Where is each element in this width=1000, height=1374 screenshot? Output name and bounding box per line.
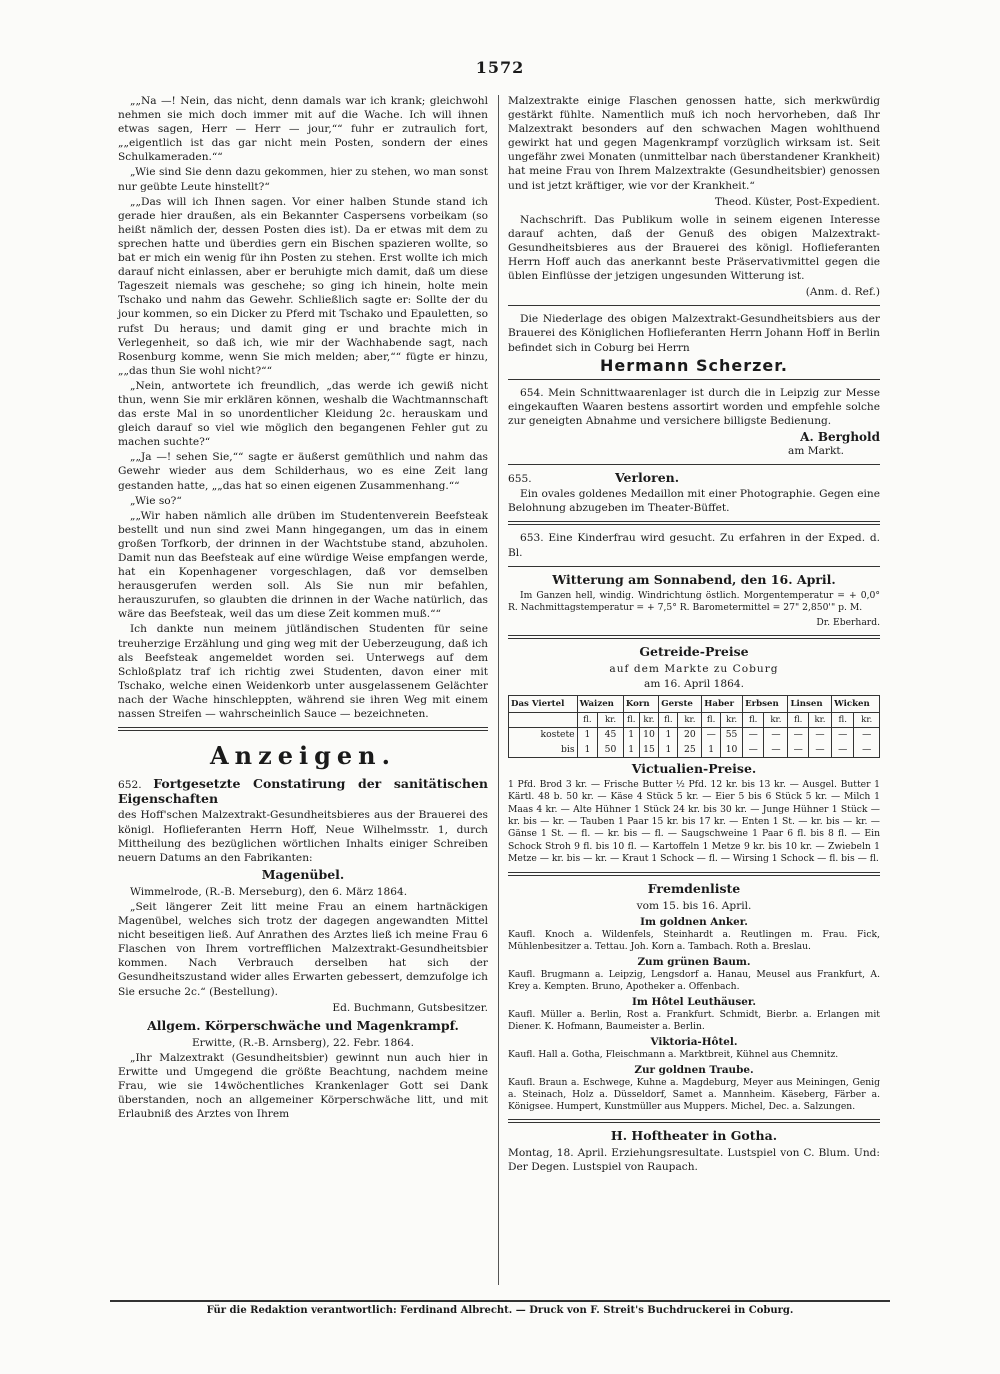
ad-655-text: Ein ovales goldenes Medaillon mit einer Photographie. Gegen eine Belohnung abzugeben im Theater-Büffet.: [508, 488, 880, 515]
unit-kr: kr.: [764, 713, 788, 728]
unit-kr: kr.: [721, 713, 743, 728]
witterung-text: Im Ganzen hell, windig. Windrichtung östlich. Morgentemperatur = + 0,0° R. Nachmittagstemperatur = + 7,5° R. Barometermittel = 27" 2,850'" p. M.: [508, 589, 880, 614]
ad-654-signature-location: am Markt.: [788, 445, 844, 458]
ad-653-text: 653. Eine Kinderfrau wird gesucht. Zu erfahren in der Exped. d. Bl.: [508, 532, 880, 559]
row-label: kostete: [509, 728, 578, 743]
table-cell: 1: [702, 743, 721, 758]
nachschrift-note: (Anm. d. Ref.): [805, 286, 880, 299]
ad-652-number: 652.: [118, 779, 142, 792]
table-cell: 15: [639, 743, 659, 758]
unit-fl: fl.: [702, 713, 721, 728]
table-cell: —: [788, 728, 808, 743]
table-cell: —: [743, 728, 764, 743]
hotel-name: Zum grünen Baum.: [637, 955, 751, 968]
story-paragraph: „„Das will ich Ihnen sagen. Vor einer halben Stunde stand ich gerade hier draußen, als ein Bekannter Caspersens vorbeikam (so heißt nämlich der, dessen Posten dies ist). Da er etwas mit dem zu sprechen hatte und überdies gern ein Bischen spazieren wollte, so bat er mich ein wenig für ihn Posten zu stehen. Erst wollte ich mich darauf nicht einlassen, aber er beruhigte mich damit, daß um diese Tageszeit niemals was geschehe; so ging ich hinein, holte mein Tschako und nahm das Gewehr. Schließlich sagte er: Sollte der du jour kommen, so ein Dicker zu Pferd mit Tschako und Epauletten, so rufst Du heraus; und damit ging er und brachte mich in Verlegenheit, so daß ich, wie mir der Wachhabende sagt, nach Rosenburg komme, wenn Sie mich melden; aber,““ fügte er hinzu, „„das thun Sie wohl nicht?““: [118, 195, 488, 377]
magenuebel-place: Wimmelrode, (R.-B. Merseburg), den 6. März 1864.: [130, 885, 408, 898]
unit-fl: fl.: [659, 713, 678, 728]
section-rule: [508, 566, 880, 567]
section-rule: [508, 521, 880, 525]
table-cell: —: [808, 728, 831, 743]
ad-655-title: Verloren.: [614, 470, 680, 486]
ad-655-header: [508, 471, 880, 486]
table-cell: —: [702, 728, 721, 743]
table-cell: —: [788, 743, 808, 758]
section-rule: [508, 872, 880, 876]
table-cell: 45: [598, 728, 624, 743]
ad-652-header: [118, 777, 488, 807]
column-header: Gerste: [659, 696, 702, 713]
theater-text: Montag, 18. April. Erziehungsresultate. Lustspiel von C. Blum. Und: Der Degen. Lustspiel von Raupach.: [508, 1147, 880, 1174]
unit-row: [509, 713, 880, 728]
column-header: Erbsen: [743, 696, 788, 713]
table-cell: 10: [639, 728, 659, 743]
unit-fl: fl.: [788, 713, 808, 728]
unit-kr: kr.: [598, 713, 624, 728]
ad-652-body: des Hoff'schen Malzextrakt-Gesundheitsbieres aus der Brauerei des königl. Hoflieferanten Herrn Hoff, Neue Wilhelmsstr. 1, durch Mittheilung des bezüglichen wörtlichen Inhalts einiger Schreiben neuern Datums an den Fabrikanten:: [118, 809, 488, 864]
hotel-guests: Kaufl. Hall a. Gotha, Fleischmann a. Marktbreit, Kühnel aus Chemnitz.: [508, 1049, 839, 1061]
story-paragraph: Ich dankte nun meinem jütländischen Studenten für seine treuherzige Erzählung und ging weg mit der Ueberzeugung, daß ich als Beefsteak angemeldet worden sei. Unterwegs auf dem Schloßplatz traf ich richtig zwei Studenten, davon einer mit Tschako, welche einen Weidenkorb unter ausgelassenem Gelächter nach der Wache hinschleppten, während sie ihren Weg mit einem nassen Streifen — wahrscheinlich Sauce — bezeichneten.: [118, 623, 488, 721]
table-row: [509, 743, 880, 758]
grain-price-table: [508, 695, 880, 757]
page-number: 1572: [475, 58, 525, 77]
unit-fl: fl.: [832, 713, 854, 728]
table-row: [509, 728, 880, 743]
niederlage-text: Die Niederlage des obigen Malzextrakt-Gesundheitsbiers aus der Brauerei des Königlichen Hoflieferanten Herrn Johann Hoff in Berlin befindet sich in Coburg bei Herrn: [508, 313, 880, 354]
koerper-heading: Allgem. Körperschwäche und Magenkrampf.: [147, 1017, 459, 1033]
left-column: [118, 94, 488, 1122]
section-rule: [508, 1119, 880, 1123]
nachschrift: Nachschrift. Das Publikum wolle in seinem eigenen Interesse darauf achten, daß der Genuß des obigen Malzextrakt-Gesundheitsbieres aus der Brauerei des königl. Hoflieferanten Herrn Hoff auch das anerkannt beste Präservativmittel gegen die üblen Einflüsse der jetzigen ungesunden Witterung ist.: [508, 213, 880, 283]
table-corner: Das Viertel: [509, 696, 578, 713]
table-cell: 1: [659, 743, 678, 758]
table-cell: 1: [623, 728, 639, 743]
unit-kr: kr.: [808, 713, 831, 728]
story-paragraph: „„Na —! Nein, das nicht, denn damals war ich krank; gleichwohl nehmen sie mich doch immer mit auf die Wache. Ich will ihnen etwas sagen, Herr — Herr — jour,““ fuhr er zutraulich fort, „„eigentlich ist das gar nicht mein Posten, sondern der eines Schulkameraden.““: [118, 95, 488, 164]
getreide-subtitle: auf dem Markte zu Coburg: [609, 663, 779, 676]
hotel-guests: Kaufl. Müller a. Berlin, Rost a. Frankfurt. Schmidt, Bierbr. a. Erlangen mit Diener. K. Hofmann, Baumeister a. Berlin.: [508, 1009, 880, 1032]
table-cell: 1: [577, 728, 598, 743]
hotel-name: Zur goldnen Traube.: [634, 1064, 754, 1077]
unit-kr: kr.: [639, 713, 659, 728]
column-header: Haber: [702, 696, 743, 713]
theater-heading: H. Hoftheater in Gotha.: [610, 1128, 778, 1144]
hotel-name: Im Hôtel Leuthäuser.: [632, 995, 756, 1008]
unit-kr: kr.: [678, 713, 702, 728]
unit-fl: fl.: [743, 713, 764, 728]
koerper-text: „Ihr Malzextrakt (Gesundheitsbier) gewinnt nun auch hier in Erwitte und Umgegend die größte Beachtung, nachdem meine Frau, wie sie 14wöchentliches Krankenlager Gott sei Dank überstanden, noch an allgemeiner Körperschwäche litt, und mit Erlaubniß des Arztes von Ihrem: [118, 1051, 488, 1121]
table-cell: 20: [678, 728, 702, 743]
scherzer-name: Hermann Scherzer.: [600, 355, 788, 375]
table-cell: —: [764, 728, 788, 743]
story-paragraph: „„Wir haben nämlich alle drüben im Studentenverein Beefsteak bestellt und nun sind zwei Mann hingegangen, um das in einem großen Torfkorb, der drinnen in der Wachtstube stand, abzuholen. Damit nun das Beefsteak auf eine würdige Weise empfangen werde, hat ein Kopenhagener vorgeschlagen, daß vor demselben herausgerufen werden soll. Als Sie nun mir befahlen, herauszurufen, so glaubten die drinnen in der Wache natürlich, das wäre das Beefsteak, weil das um diese Zeit kommen muß.““: [118, 509, 488, 621]
section-rule: [508, 305, 880, 306]
row-label: bis: [509, 743, 578, 758]
magenuebel-text: „Seit längerer Zeit litt meine Frau an einem hartnäckigen Magenübel, welches sich trotz der dagegen angewandten Mittel nicht beseitigen ließ. Auf Anrathen des Arztes ließ ich meine Frau 6 Flaschen von Ihrem vortrefflichen Malzextrakt-Gesundheitsbier kommen. Nach Verbrauch derselben hat sich der Gesundheitszustand wider alles Erwarten gebessert, demzufolge ich Sie ersuche 2c.“ (Bestellung).: [118, 900, 488, 998]
ad-654-signature: A. Berghold: [800, 429, 880, 444]
hotel-guests: Kaufl. Braun a. Eschwege, Kuhne a. Magdeburg, Meyer aus Meiningen, Genig a. Steinach, Holz a. Düsseldorf, Samet a. Mannheim. Käseberg, Färber a. Königsee. Humpert, Kunstmüller aus Muppers. Michel, Dec. a. Salzungen.: [508, 1077, 880, 1113]
hotel-name: Viktoria-Hôtel.: [650, 1036, 738, 1048]
hotel-guests: Kaufl. Brugmann a. Leipzig, Lengsdorf a. Hanau, Meusel aus Frankfurt, A. Krey a. Kempten. Bruno, Apotheker a. Offenbach.: [508, 968, 880, 992]
table-cell: 25: [678, 743, 702, 758]
column-header: Waizen: [577, 696, 623, 713]
column-header: Korn: [623, 696, 658, 713]
table-cell: 1: [577, 743, 598, 758]
victualien-text: 1 Pfd. Brod 3 kr. — Frische Butter ½ Pfd. 12 kr. bis 13 kr. — Ausgel. Butter 1 Kärtl. 48 b. 50 kr. — Käse 4 Stück 5 kr. — Eier 5 bis 6 Stück 5 kr. — Milch 1 Maas 4 kr. — Alte Hühner 1 Stück 24 kr. bis 30 kr. — Junge Hühner 1 Stück — kr. bis — kr. — Tauben 1 Paar 15 kr. bis 17 kr. — Enten 1 St. — kr. bis — kr. — Gänse 1 St. — fl. — kr. bis — fl. — Saugschweine 1 Paar 6 fl. bis 8 fl. — Ein Schock Stroh 9 fl. bis 10 fl. — Kartoffeln 1 Metze 9 kr. bis 10 kr. — Zwiebeln 1 Metze — kr. bis — kr. — Kraut 1 Schock — fl. — Wirsing 1 Schock — fl. bis — fl.: [508, 778, 880, 865]
section-rule: [118, 727, 488, 731]
table-cell: —: [854, 743, 880, 758]
table-cell: 50: [598, 743, 624, 758]
table-header-row: [509, 696, 880, 713]
table-cell: 1: [623, 743, 639, 758]
magenuebel-signature: Ed. Buchmann, Gutsbesitzer.: [332, 1001, 488, 1014]
section-rule: [508, 464, 880, 465]
unit-kr: kr.: [854, 713, 880, 728]
table-cell: 55: [721, 728, 743, 743]
column-header: Wicken: [832, 696, 880, 713]
magenuebel-heading: Magenübel.: [261, 866, 345, 882]
story-paragraph: „Wie sind Sie denn dazu gekommen, hier zu stehen, wo man sonst nur geübte Leute hinstellt?“: [118, 166, 488, 193]
table-cell: —: [832, 728, 854, 743]
column-divider: [498, 95, 499, 1285]
column-header: Linsen: [788, 696, 832, 713]
table-cell: —: [854, 728, 880, 743]
table-cell: 1: [659, 728, 678, 743]
story-paragraph: „„Ja —! sehen Sie,““ sagte er äußerst gemüthlich und nahm das Gewehr wieder aus dem Schilderhaus, wo es eine Zeit lang gestanden hatte, „„das hat so einen eigenen Zusammenhang.““: [118, 451, 488, 492]
hotel-guests: Kaufl. Knoch a. Wildenfels, Steinhardt a. Reutlingen m. Frau. Fick, Mühlenbesitzer a. Tettau. Joh. Korn a. Tambach. Roth a. Breslau.: [508, 928, 880, 952]
fremdenliste-date: vom 15. bis 16. April.: [636, 899, 752, 912]
ad-654-text: 654. Mein Schnittwaarenlager ist durch die in Leipzig zur Messe eingekauften Waaren bestens assortirt worden und empfehle solche zur geneigten Abnahme und versichere billigste Bedienung.: [508, 386, 880, 427]
right-column: [508, 94, 880, 1175]
table-cell: —: [764, 743, 788, 758]
table-cell: —: [808, 743, 831, 758]
continued-letter: Malzextrakte einige Flaschen genossen hatte, sich merkwürdig gestärkt fühlte. Namentlich muß ich noch hervorheben, daß Ihr Malzextrakt besonders auf den schwachen Magen wohlthuend gewirkt hat und gegen Magenkrampf vorzüglich wirksam ist. Seit ungefähr zwei Monaten (unmittelbar nach überstandener Krankheit) hat meine Frau von Ihrem Malzextrakte (Gesundheitsbier) genossen und ist jetzt kräftiger, wie vor der Krankheit.“: [508, 95, 880, 192]
getreide-date: am 16. April 1864.: [644, 678, 744, 691]
ad-655-number: 655.: [508, 473, 532, 486]
imprint-footer: Für die Redaktion verantwortlich: Ferdinand Albrecht. — Druck von F. Streit's Buchdruckerei in Coburg.: [110, 1300, 890, 1316]
story-paragraph: „Wie so?“: [130, 494, 182, 507]
witterung-heading: Witterung am Sonnabend, den 16. April.: [552, 571, 836, 587]
koerper-place: Erwitte, (R.-B. Arnsberg), 22. Febr. 1864.: [191, 1036, 415, 1049]
table-cell: —: [743, 743, 764, 758]
table-cell: —: [832, 743, 854, 758]
unit-fl: fl.: [623, 713, 639, 728]
continued-signature: Theod. Küster, Post-Expedient.: [714, 195, 880, 208]
fremdenliste-heading: Fremdenliste: [647, 880, 741, 896]
ad-652-title: Fortgesetzte Constatirung der sanitätischen Eigenschaften: [118, 776, 488, 807]
getreide-heading: Getreide-Preise: [639, 643, 749, 659]
victualien-heading: Victualien-Preise.: [631, 760, 757, 776]
anzeigen-heading: Anzeigen.: [210, 741, 396, 771]
section-rule: [508, 379, 880, 380]
section-rule: [508, 635, 880, 639]
witterung-signature: Dr. Eberhard.: [816, 616, 880, 628]
story-paragraph: „Nein, antwortete ich freundlich, „das werde ich gewiß nicht thun, wenn Sie mir erklären können, weshalb die Wachtmannschaft das erste Mal in so unordentlicher Kleidung 2c. herauskam und gleich darauf so viel wie möglich den begangenen Fehler gut zu machen suchte?“: [118, 379, 488, 449]
unit-blank: [509, 713, 578, 728]
table-cell: 10: [721, 743, 743, 758]
hotel-name: Im goldnen Anker.: [640, 915, 748, 928]
unit-fl: fl.: [577, 713, 598, 728]
